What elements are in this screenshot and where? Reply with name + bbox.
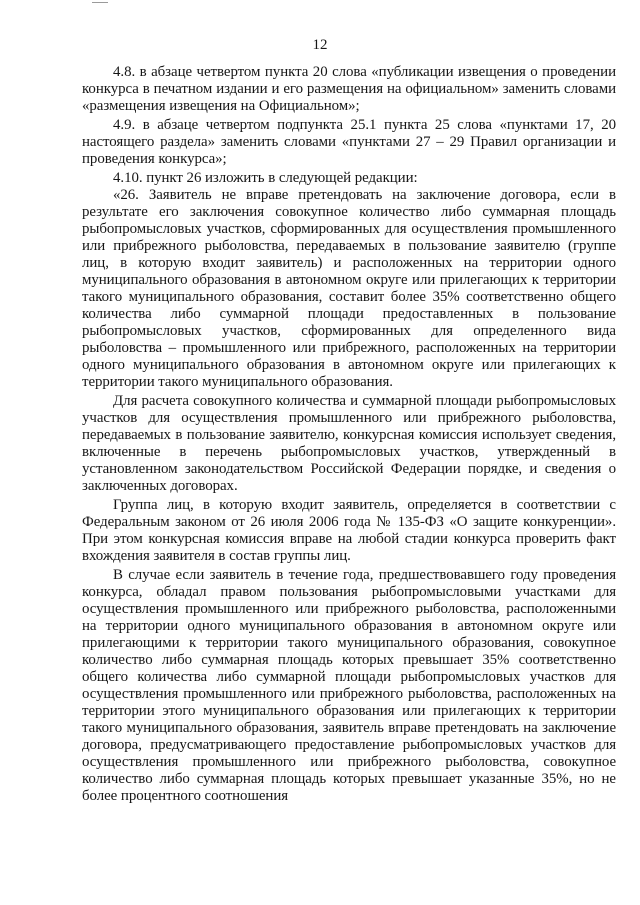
top-edge-mark	[92, 0, 108, 3]
page-number: 12	[312, 37, 328, 53]
document-body	[82, 64, 616, 805]
paragraph-26-exception: В случае если заявитель в течение года, предшествовавшего году проведения конкурса, обладал правом пользования рыбопромысловыми участками для осуществления промышленного или прибрежного рыболовства, расположенными на территории одного муниципального образования в автономном округе или прилегающими к территории такого муниципального образования, совокупное количество либо суммарная площадь которых превышает 35% соответственно общего количества либо суммарной площади рыбопромысловых участков для осуществления промышленного или прибрежного рыболовства, расположенных на территории этого муниципального образования или прилегающих к территории такого муниципального образования, заявитель вправе претендовать на заключение договора, предусматривающего предоставление рыбопромысловых участков для осуществления промышленного или прибрежного рыболовства, совокупное количество либо суммарная площадь которых превышает указанные 35%, но не более процентного соотношения	[82, 567, 616, 804]
paragraph-4-8: 4.8. в абзаце четвертом пункта 20 слова «публикации извещения о проведении конкурса в печатном издании и его размещения на официальном» заменить словами «размещения извещения на Официальном»;	[82, 64, 616, 114]
paragraph-4-10: 4.10. пункт 26 изложить в следующей редакции:	[113, 170, 418, 186]
paragraph-26-calculation: Для расчета совокупного количества и суммарной площади рыбопромысловых участков для осуществления промышленного или прибрежного рыболовства, передаваемых в пользование заявителю, конкурсная комиссия использует сведения, включенные в перечень рыбопромысловых участков, утвержденный в установленном законодательством Российской Федерации порядке, и сведения о заключенных договорах.	[82, 393, 616, 494]
paragraph-26-main: «26. Заявитель не вправе претендовать на заключение договора, если в результате его заключения совокупное количество либо суммарная площадь рыбопромысловых участков, сформированных для осуществления промышленного или прибрежного рыболовства, передаваемых в пользование заявителю (группе лиц, в которую входит заявитель) и расположенных на территории одного муниципального образования в автономном округе или прилегающих к территории такого муниципального образования, составит более 35% соответственно общего количества либо суммарной площади предоставленных в пользование рыбопромысловых участков, сформированных для определенного вида рыболовства – промышленного или прибрежного, расположенных на территории одного муниципального образования в автономном округе или прилегающих к территории такого муниципального образования.	[82, 187, 616, 390]
paragraph-4-9: 4.9. в абзаце четвертом подпункта 25.1 пункта 25 слова «пунктами 17, 20 настоящего раздела» заменить словами «пунктами 27 – 29 Правил организации и проведения конкурса»;	[82, 117, 616, 167]
paragraph-26-group: Группа лиц, в которую входит заявитель, определяется в соответствии с Федеральным законом от 26 июля 2006 года № 135-ФЗ «О защите конкуренции». При этом конкурсная комиссия вправе на любой стадии конкурса проверить факт вхождения заявителя в состав группы лиц.	[82, 497, 616, 564]
